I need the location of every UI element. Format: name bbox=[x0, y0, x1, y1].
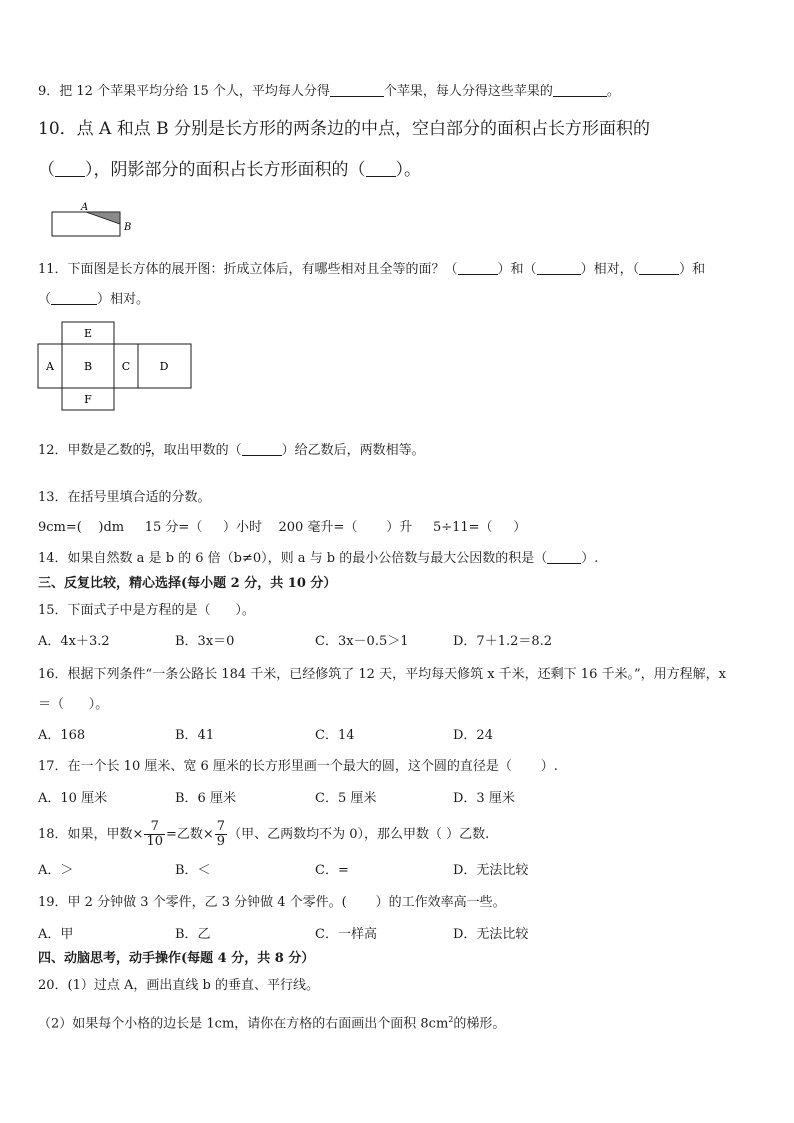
question-12: 12．甲数是乙数的 $\frac{9}{7}$，取出甲数的（ ）给乙数后，两数相等。 bbox=[38, 441, 425, 459]
option-b[interactable]: B．＜ bbox=[175, 863, 211, 878]
section-4-heading: 四、动脑思考，动手操作(每题 4 分，共 8 分） bbox=[38, 951, 315, 966]
fraction-9-7: $\frac{9}{7}$ bbox=[145, 441, 151, 459]
question-19-options bbox=[38, 926, 738, 944]
q9-end: 。 bbox=[606, 84, 620, 99]
question-11-line-2: （ ）相对。 bbox=[38, 292, 150, 307]
answer-blank[interactable] bbox=[639, 261, 679, 275]
option-d[interactable]: D．3 厘米 bbox=[453, 791, 515, 806]
question-16-line-1: 16．根据下列条件“一条公路长 184 千米，已经修筑了 12 天，平均每天修筑 x 千米，还剩下 16 千米。”，用方程解，x bbox=[38, 667, 726, 682]
question-20-part-1: 20．(1）过点 A，画出直线 b 的垂直、平行线。 bbox=[38, 978, 319, 993]
option-a[interactable]: A．4x＋3.2 bbox=[38, 634, 110, 649]
face-c-label: C bbox=[121, 360, 131, 373]
face-d-label: D bbox=[159, 360, 169, 373]
face-f-label: F bbox=[84, 393, 92, 406]
section-3-heading: 三、反复比较，精心选择(每小题 2 分，共 10 分） bbox=[38, 576, 337, 591]
option-c[interactable]: C．一样高 bbox=[315, 927, 377, 942]
option-b[interactable]: B．乙 bbox=[175, 927, 211, 942]
option-c[interactable]: C．= bbox=[315, 863, 349, 878]
face-b-label: B bbox=[83, 360, 93, 373]
answer-blank[interactable] bbox=[51, 291, 97, 305]
question-17: 17．在一个长 10 厘米、宽 6 厘米的长方形里画一个最大的圆，这个圆的直径是（ ）. bbox=[38, 759, 558, 774]
option-d[interactable]: D．无法比较 bbox=[453, 927, 529, 942]
cuboid-net-diagram bbox=[37, 321, 197, 413]
point-a-label: A bbox=[81, 202, 89, 213]
question-20-part-2: （2）如果每个小格的边长是 1cm，请你在方格的右面画出个面积 $8cm^2$的梯形。 bbox=[38, 1015, 506, 1032]
answer-blank[interactable] bbox=[366, 161, 396, 177]
face-e-label: E bbox=[83, 327, 93, 340]
face-a-label: A bbox=[46, 360, 54, 373]
question-18: 18．如果，甲数× $\frac{7}{10}$ =乙数× $\frac{7}{9}$ （甲、乙两数均不为 0），那么甲数（ ）乙数. bbox=[38, 819, 490, 849]
option-b[interactable]: B．6 厘米 bbox=[175, 791, 236, 806]
question-10-line-1: 10．点 A 和点 B 分别是长方形的两条边的中点，空白部分的面积占长方形面积的 bbox=[38, 119, 651, 139]
question-15-options bbox=[38, 633, 738, 651]
question-15: 15．下面式子中是方程的是（ ）。 bbox=[38, 603, 255, 618]
question-13-title: 13．在括号里填合适的分数。 bbox=[38, 490, 211, 505]
option-b[interactable]: B．41 bbox=[175, 728, 215, 743]
question-16-line-2: ＝（ ）。 bbox=[38, 697, 109, 712]
question-10-line-2: （ ），阴影部分的面积占长方形面积的（ ）。 bbox=[38, 160, 421, 180]
answer-blank[interactable] bbox=[458, 261, 498, 275]
option-a[interactable]: A．10 厘米 bbox=[38, 791, 108, 806]
fraction-7-10: $\frac{7}{10}$ bbox=[146, 819, 163, 849]
fraction-7-9: $\frac{7}{9}$ bbox=[216, 819, 226, 849]
question-9 bbox=[38, 83, 620, 101]
question-13-fill-in: 9cm=( )dm 15 分=（ ）小时 200 毫升=（ ）升 5÷11=（ ） bbox=[38, 520, 527, 535]
question-19: 19．甲 2 分钟做 3 个零件，乙 3 分钟做 4 个零件。( ）的工作效率高一些。 bbox=[38, 895, 506, 910]
answer-blank[interactable] bbox=[55, 161, 85, 177]
option-c[interactable]: C．5 厘米 bbox=[315, 791, 377, 806]
answer-blank[interactable] bbox=[553, 83, 607, 97]
question-17-options bbox=[38, 790, 738, 808]
rectangle-shaded-diagram bbox=[48, 198, 148, 242]
option-d[interactable]: D．7＋1.2＝8.2 bbox=[453, 634, 553, 649]
shaded-triangle bbox=[86, 212, 120, 224]
question-18-options bbox=[38, 862, 738, 880]
question-11-line-1: 11．下面图是长方体的展开图：折成立体后，有哪些相对且全等的面？（ ）和（ ）相对，（ ）和 bbox=[38, 262, 706, 277]
option-d[interactable]: D．无法比较 bbox=[453, 863, 529, 878]
q9-prefix: 9．把 12 个苹果平均分给 15 个人，平均每人分得 bbox=[38, 84, 330, 99]
answer-blank[interactable] bbox=[330, 83, 384, 97]
point-b-label: B bbox=[124, 222, 132, 233]
answer-blank[interactable] bbox=[242, 442, 282, 456]
option-b[interactable]: B．3x＝0 bbox=[175, 634, 235, 649]
option-a[interactable]: A．甲 bbox=[38, 927, 74, 942]
option-c[interactable]: C．14 bbox=[315, 728, 355, 743]
answer-blank[interactable] bbox=[537, 261, 581, 275]
option-c[interactable]: C．3x－0.5＞1 bbox=[315, 634, 409, 649]
question-16-options bbox=[38, 727, 738, 745]
q9-mid: 个苹果，每人分得这些苹果的 bbox=[383, 84, 553, 99]
option-a[interactable]: A．168 bbox=[38, 728, 86, 743]
option-a[interactable]: A．＞ bbox=[38, 863, 74, 878]
answer-blank[interactable] bbox=[547, 550, 581, 564]
question-14: 14．如果自然数 a 是 b 的 6 倍（b≠0），则 a 与 b 的最小公倍数与最大公因数的积是（ ）. bbox=[38, 551, 599, 566]
option-d[interactable]: D．24 bbox=[453, 728, 493, 743]
